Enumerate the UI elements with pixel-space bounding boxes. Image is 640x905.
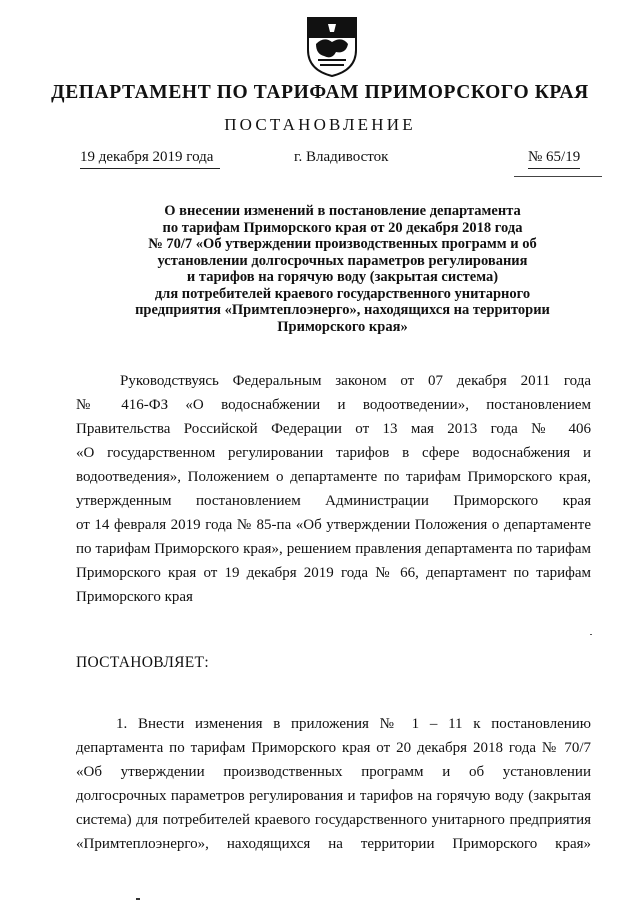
title-line: и тарифов на горячую воду (закрытая система) (186, 269, 499, 285)
preamble-line: Приморского края (76, 589, 193, 605)
number-underline (514, 176, 602, 177)
preamble-line: «О государственном регулировании тарифов в сфере водоснабжения и (76, 445, 591, 461)
department-name: ДЕПАРТАМЕНТ ПО ТАРИФАМ ПРИМОРСКОГО КРАЯ (51, 82, 589, 103)
preamble-line: Приморского края от 19 декабря 2019 года № 66, департамент по тарифам (76, 565, 591, 581)
item-line: система) для потребителей краевого государственного унитарного предприятия (76, 812, 591, 828)
item-line: «Об утверждении производственных программ и об установлении (76, 764, 591, 780)
title-line: установлении долгосрочных параметров регулирования (157, 252, 528, 269)
preamble-line: № 416-ФЗ «О водоснабжении и водоотведении», постановлением (76, 397, 591, 413)
preamble-line: водоотведения», Положением о департаменте по тарифам Приморского края, (76, 469, 591, 485)
preamble-line: утвержденным постановлением Администрации Приморского края (76, 493, 591, 509)
title-line: по тарифам Приморского края от 20 декабря 2018 года (162, 219, 523, 236)
document-title (60, 203, 625, 335)
document-number: № 65/19 (528, 149, 580, 169)
preamble-line: от 14 февраля 2019 года № 85-па «Об утверждении Положения о департаменте (76, 517, 591, 533)
title-line: предприятия «Примтеплоэнерго», находящихся на территории (135, 302, 550, 318)
item-line: 1. Внести изменения в приложения № 1 – 11 к постановлению (116, 716, 591, 732)
title-line: для потребителей краевого государственного унитарного (154, 285, 531, 302)
document-city: г. Владивосток (294, 149, 389, 165)
document-type: ПОСТАНОВЛЕНИЕ (224, 115, 416, 134)
title-line: № 70/7 «Об утверждении производственных программ и об (148, 236, 537, 252)
item-line: департамента по тарифам Приморского края от 20 декабря 2018 года № 70/7 (76, 740, 591, 756)
scan-mark (590, 634, 592, 635)
title-line: Приморского края» (277, 318, 408, 335)
document-date: 19 декабря 2019 года (80, 149, 220, 169)
preamble-line: Руководствуясь Федеральным законом от 07 декабря 2011 года (120, 373, 591, 389)
item-line: «Примтеплоэнерго», находящихся на территории Приморского края» (76, 836, 591, 852)
title-line: О внесении изменений в постановление департамента (164, 203, 521, 219)
item-line: долгосрочных параметров регулирования и тарифов на горячую воду (закрытая (76, 788, 591, 804)
coat-of-arms-emblem (302, 14, 362, 78)
scan-mark (136, 898, 140, 900)
preamble-line: по тарифам Приморского края», решением правления департамента по тарифам (76, 541, 591, 557)
resolves-heading: ПОСТАНОВЛЯЕТ: (76, 654, 209, 671)
preamble-line: Правительства Российской Федерации от 13 мая 2013 года № 406 (76, 421, 591, 437)
